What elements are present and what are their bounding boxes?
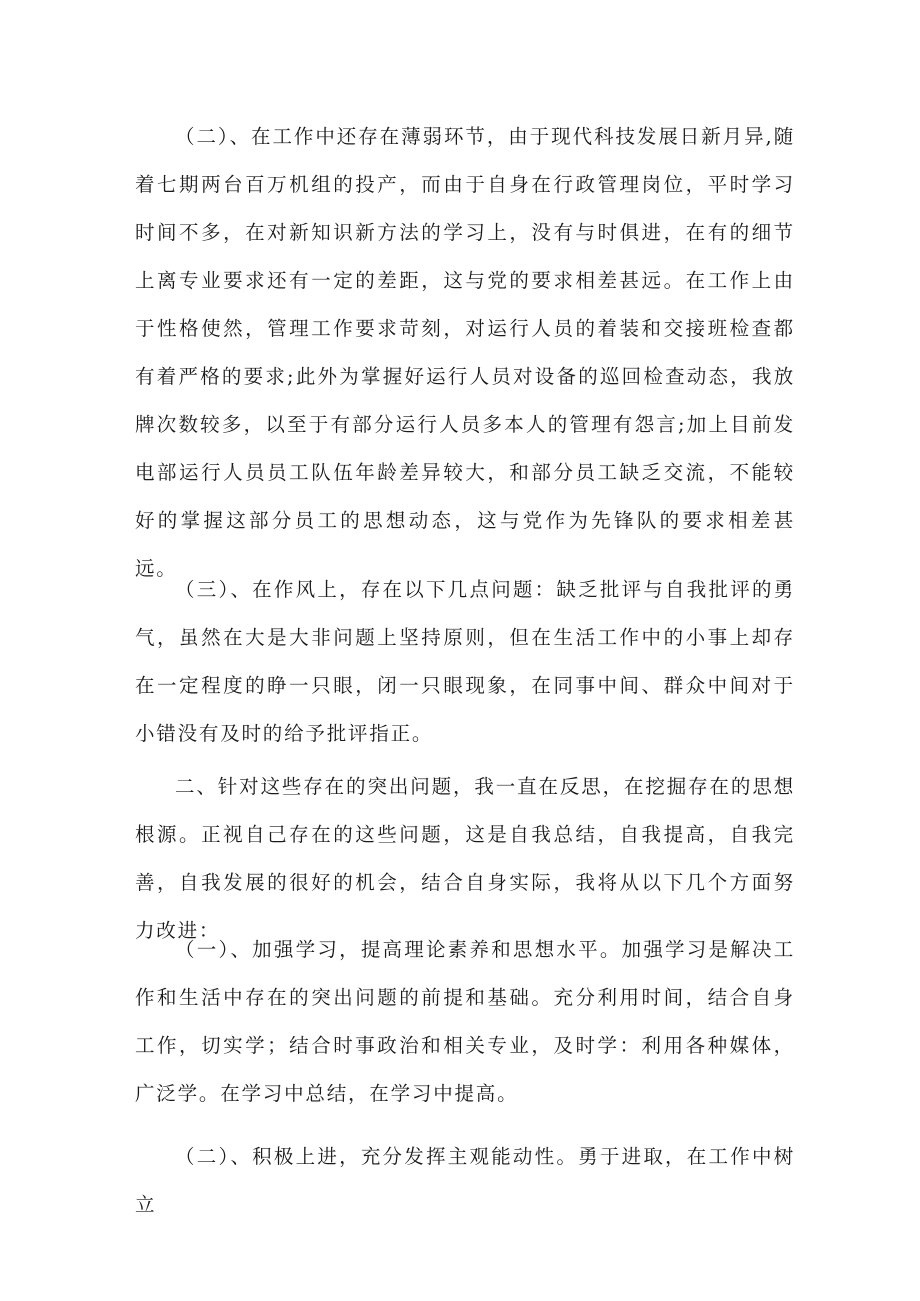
paragraph-reflection: 二、针对这些存在的突出问题，我一直在反思，在挖掘存在的思想根源。正视自己存在的这些问题，这是自我总结，自我提高，自我完善，自我发展的很好的机会，结合自身实际，我将从以下几个方面努力改进： bbox=[135, 775, 795, 942]
paragraph-work-style: （三）、在作风上，存在以下几点问题：缺乏批评与自我批评的勇气，虽然在大是大非问题上坚持原则，但在生活工作中的小事上却存在一定程度的睁一只眼，闭一只眼现象，在同事中间、群众中间对于小错没有及时的给予批评指正。 bbox=[135, 578, 795, 745]
paragraph-proactive: （二）、积极上进，充分发挥主观能动性。勇于进取，在工作中树立 bbox=[135, 1145, 795, 1216]
paragraph-strengthen-study: （一）、加强学习，提高理论素养和思想水平。加强学习是解决工作和生活中存在的突出问题的前提和基础。充分利用时间，结合自身工作，切实学；结合时事政治和相关专业，及时学：利用各种媒体，广泛学。在学习中总结，在学习中提高。 bbox=[135, 938, 795, 1105]
paragraph-weak-links: （二）、在工作中还存在薄弱环节，由于现代科技发展日新月异,随着七期两台百万机组的投产，而由于自身在行政管理岗位，平时学习时间不多，在对新知识新方法的学习上，没有与时俱进，在有的细节上离专业要求还有一定的差距，这与党的要求相差甚远。在工作上由于性格使然，管理工作要求苛刻，对运行人员的着装和交接班检查都有着严格的要求;此外为掌握好运行人员对设备的巡回检查动态，我放牌次数较多，以至于有部分运行人员多本人的管理有怨言;加上目前发电部运行人员员工队伍年龄差异较大，和部分员工缺乏交流，不能较好的掌握这部分员工的思想动态，这与党作为先锋队的要求相差甚远。 bbox=[135, 125, 795, 580]
